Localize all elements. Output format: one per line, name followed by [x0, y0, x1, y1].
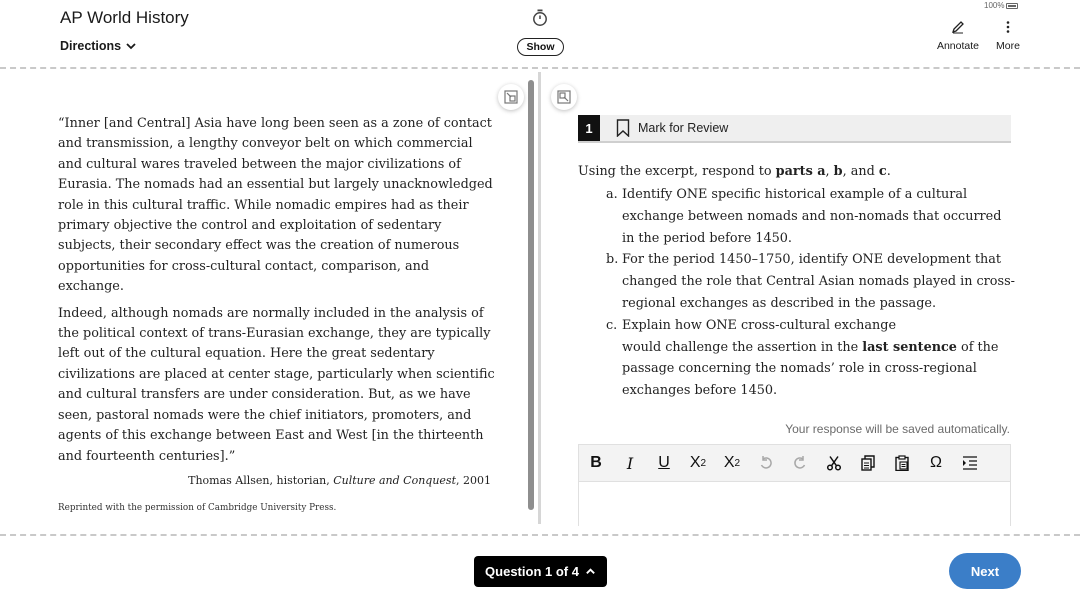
special-character-button[interactable]: Ω: [930, 454, 942, 471]
chevron-down-icon: [125, 40, 137, 52]
pencil-icon: [951, 20, 965, 34]
superscript-base: X: [689, 454, 701, 471]
timer-icon: [532, 9, 548, 27]
pane-divider: [538, 72, 541, 524]
subscript-base: X: [723, 454, 735, 471]
scissors-icon: [826, 455, 842, 471]
prompt-text: , and: [842, 164, 879, 179]
bookmark-icon: [616, 119, 630, 137]
question-header: [578, 115, 1011, 143]
device-status: [984, 1, 1018, 10]
expand-icon: [557, 90, 571, 104]
directions-button[interactable]: [60, 39, 137, 53]
show-timer-button[interactable]: Show: [517, 38, 564, 56]
permission-note: Reprinted with the permission of Cambridge University Press.: [58, 503, 337, 513]
passage-attribution: [58, 474, 491, 487]
part-letter: a.: [606, 187, 618, 202]
copy-icon: [860, 455, 876, 471]
attribution-work: Culture and Conquest: [333, 474, 456, 487]
directions-label: Directions: [60, 39, 122, 53]
app-title: AP World History: [60, 8, 189, 27]
passage-paragraph: Indeed, although nomads are normally included in the analysis of the political context of trans-Eurasian exchange, they are typically left out of the cultural equation. Here the great sedentary civilizations are placed at center stage, particularly when scientific and cultural transfers are under consideration. But, as we have seen, pastoral nomads were the chief initiators, promoters, and agents of this exchange between East and West [in the thirteenth and fourteenth centuries].”: [58, 305, 495, 464]
part-text-segment: Explain how ONE cross-cultural exchange: [622, 317, 897, 333]
mark-for-review-label: Mark for Review: [638, 121, 729, 135]
part-text-segment: of the passage concerning the nomads’ role in cross-regional exchanges before 1450.: [622, 339, 999, 399]
response-editor[interactable]: [578, 482, 1011, 526]
question-navigator-label: Question 1 of 4: [485, 564, 579, 579]
prompt-part-b: b: [833, 164, 843, 179]
prompt-text: .: [886, 164, 891, 179]
subscript-button[interactable]: [715, 448, 749, 478]
question-part-a: [606, 184, 1016, 249]
chevron-up-icon: [585, 566, 596, 577]
mark-for-review-button[interactable]: [616, 119, 728, 137]
subscript-mark: 2: [734, 457, 741, 469]
superscript-mark: 2: [700, 457, 707, 469]
next-button[interactable]: Next: [949, 553, 1021, 589]
prompt-part-c: c: [878, 164, 887, 179]
undo-icon: [758, 455, 774, 471]
prompt-text: Using the excerpt, respond to: [578, 164, 776, 179]
question-number: 1: [578, 115, 600, 141]
more-label: More: [996, 40, 1020, 52]
redo-icon: [792, 455, 808, 471]
annotate-label: Annotate: [936, 40, 980, 52]
bold-button[interactable]: B: [590, 454, 602, 471]
battery-percent: 100%: [984, 1, 1005, 10]
part-text: Identify ONE specific historical example of a cultural exchange between nomads and non-nomads that occurred in the period before 1450.: [622, 187, 1002, 246]
autosave-notice: Your response will be saved automatically.: [785, 422, 1010, 436]
question-part-b: [606, 249, 1016, 314]
expand-icon: [504, 90, 518, 104]
pane-resize-handle[interactable]: [528, 80, 534, 510]
part-text-bold: last sentence: [862, 339, 957, 355]
question-parts: [606, 184, 1016, 402]
indent-icon: [962, 455, 978, 471]
cut-button[interactable]: [817, 448, 851, 478]
part-text-segment: would challenge the assertion in the: [622, 339, 863, 355]
clipboard-icon: [894, 455, 910, 471]
part-letter: b.: [606, 252, 619, 268]
passage-text: [58, 114, 498, 473]
top-bar: [0, 0, 1080, 68]
attribution-author: Thomas Allsen, historian,: [188, 474, 334, 487]
superscript-button[interactable]: [681, 448, 715, 478]
indent-button[interactable]: [953, 448, 987, 478]
part-text: For the period 1450–1750, identify ONE development that changed the role that Central Asian nomads played in cross-regional exchanges as described in the passage.: [622, 252, 1015, 311]
question-navigator-button[interactable]: [474, 556, 607, 587]
redo-button[interactable]: [783, 448, 817, 478]
header-divider: [0, 67, 1080, 69]
question-prompt: [578, 161, 1018, 183]
part-letter: c.: [606, 317, 618, 333]
copy-button[interactable]: [851, 448, 885, 478]
passage-paragraph: “Inner [and Central] Asia have long been seen as a zone of contact and transmission, a lengthy conveyor belt on which commercial and cultural wares traveled between the major civilizations of Eurasia. The nomads had an essential but largely unacknowledged role in this cultural traffic. While nomadic empires had as their primary objective the control and exploitation of sedentary subjects, their secondary effect was the creation of numerous opportunities for cross-cultural contact, comparison, and exchange.: [58, 116, 493, 295]
question-part-c: [606, 315, 1016, 402]
expand-passage-button[interactable]: [498, 84, 524, 110]
expand-question-button[interactable]: [551, 84, 577, 110]
footer-divider: [0, 534, 1080, 536]
prompt-text: ,: [825, 164, 834, 179]
attribution-year: , 2001: [456, 474, 491, 487]
more-button[interactable]: [990, 20, 1026, 52]
prompt-part-a: parts a: [775, 164, 826, 179]
editor-toolbar: [578, 444, 1011, 482]
part-text: [622, 315, 1016, 402]
more-vertical-icon: [1001, 20, 1015, 34]
battery-icon: [1006, 3, 1018, 9]
underline-button[interactable]: U: [658, 454, 670, 471]
italic-button[interactable]: I: [626, 453, 634, 473]
annotate-button[interactable]: [933, 20, 983, 52]
paste-button[interactable]: [885, 448, 919, 478]
undo-button[interactable]: [749, 448, 783, 478]
